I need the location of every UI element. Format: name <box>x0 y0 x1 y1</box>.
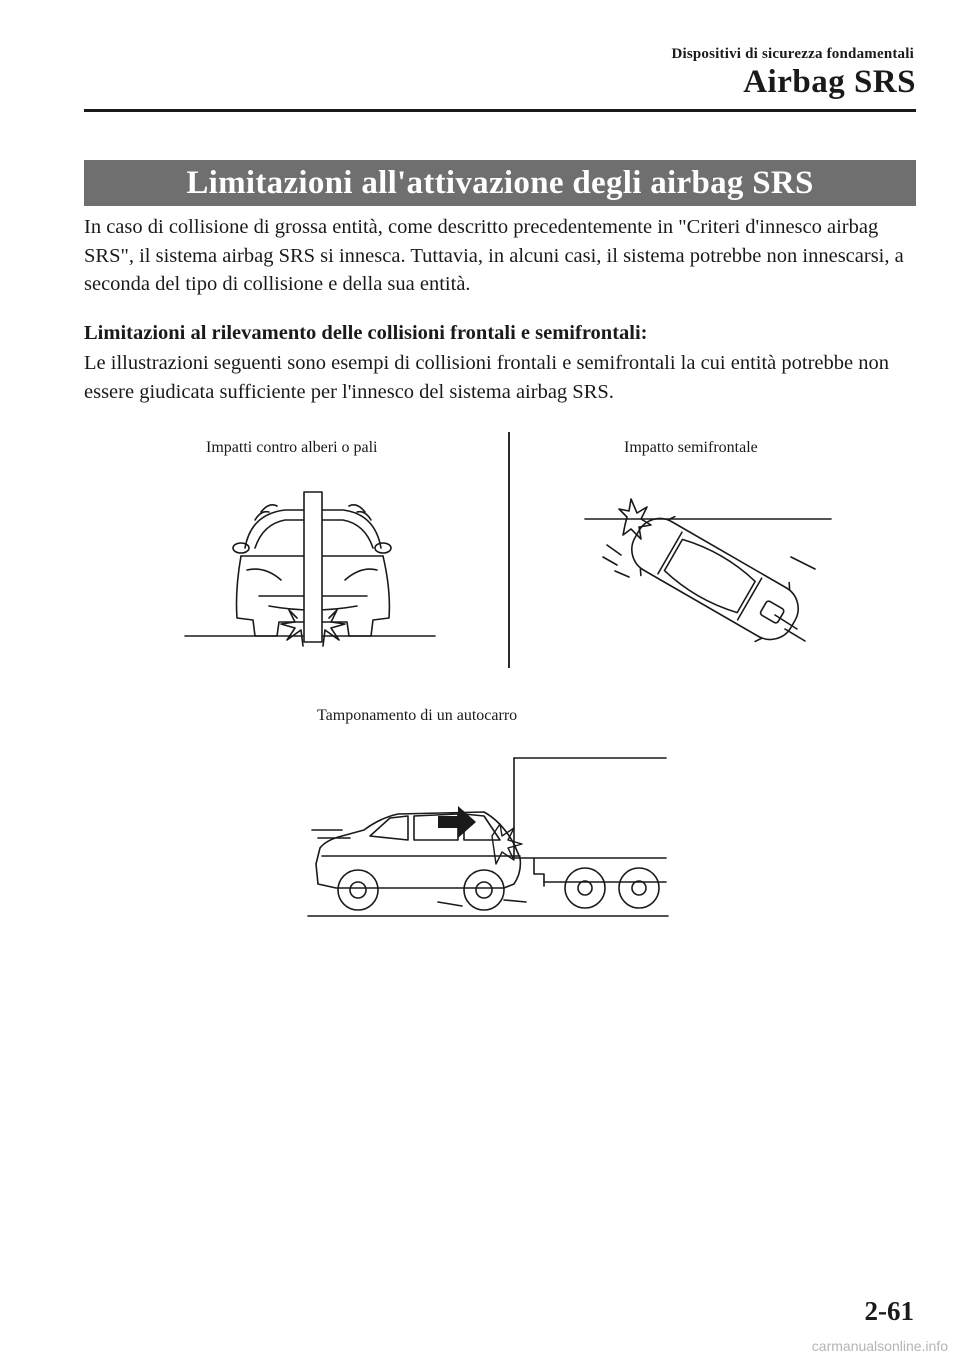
page-title: Airbag SRS <box>743 64 916 100</box>
semi-frontal-caption: Impatto semifrontale <box>624 439 758 456</box>
truck-rear-impact-illustration <box>308 756 670 918</box>
header-rule <box>84 109 916 112</box>
semi-frontal-impact-illustration <box>585 505 835 655</box>
pole-impact-illustration <box>185 490 440 650</box>
figure-divider <box>508 432 510 668</box>
watermark-link[interactable]: carmanualsonline.info <box>811 1338 948 1354</box>
subheading: Limitazioni al rilevamento delle collisioni frontali e semifrontali: <box>84 322 648 344</box>
body-paragraph: Le illustrazioni seguenti sono esempi di collisioni frontali e semifrontali la cui entità potrebbe non essere giudicata sufficiente per l'innesco del sistema airbag SRS. <box>84 352 889 403</box>
section-header: Dispositivi di sicurezza fondamentali <box>671 46 914 62</box>
section-banner: Limitazioni all'attivazione degli airbag SRS <box>84 160 916 206</box>
intro-paragraph: In caso di collisione di grossa entità, come descritto precedentemente in "Criteri d'innesco airbag SRS", il sistema airbag SRS si innesca. Tuttavia, in alcuni casi, il sistema potrebbe non innescarsi, a seconda del tipo di collisione e della sua entità. <box>84 216 904 295</box>
direction-arrow-icon <box>438 806 476 838</box>
pole-impact-caption: Impatti contro alberi o pali <box>206 439 378 456</box>
page-number: 2-61 <box>864 1296 914 1326</box>
truck-impact-caption: Tamponamento di un autocarro <box>317 707 518 724</box>
